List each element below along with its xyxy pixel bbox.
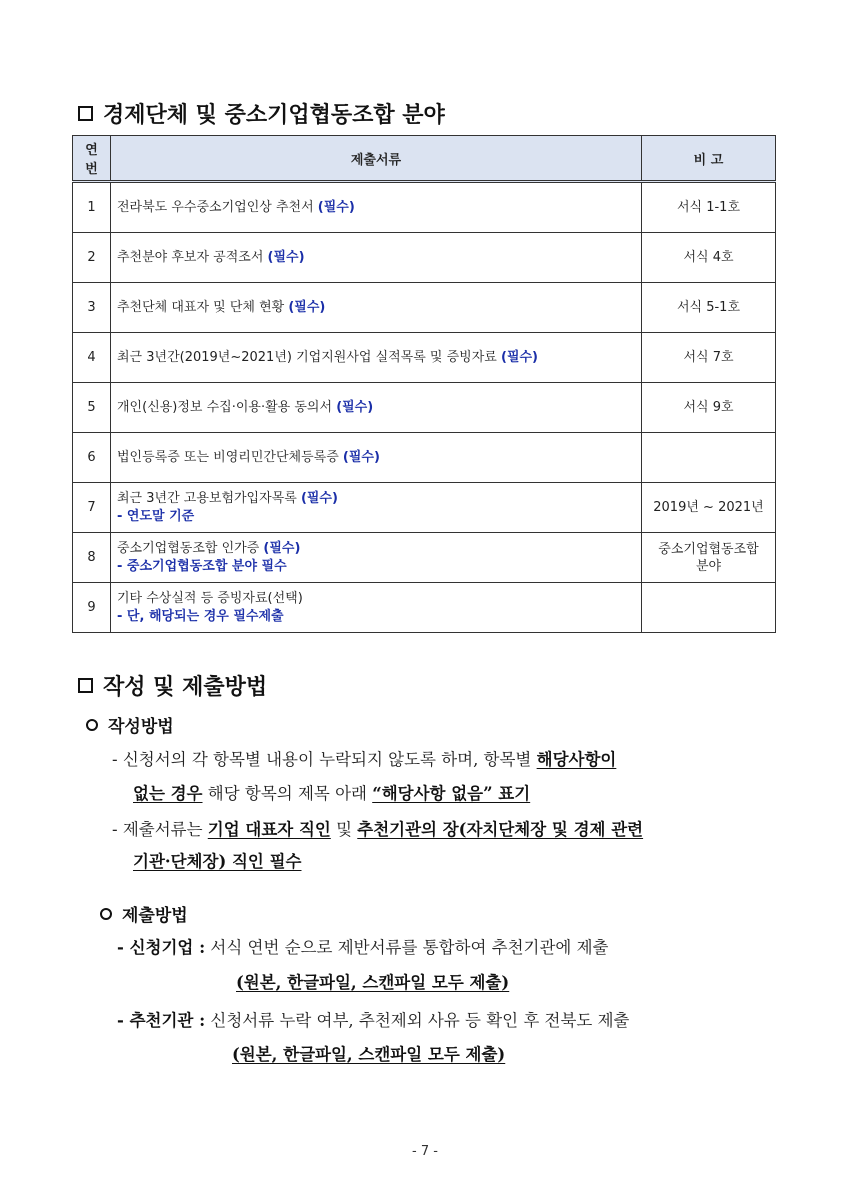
document-cell xyxy=(111,233,642,283)
table-row xyxy=(73,533,776,583)
required-badge: (필수) xyxy=(288,299,326,315)
document-text: 법인등록증 또는 비영리민간단체등록증 xyxy=(117,449,343,465)
document-cell xyxy=(111,182,642,233)
submission-method-label: 제출방법 xyxy=(122,906,188,926)
table-row xyxy=(73,483,776,533)
submission-item-2-note xyxy=(232,1038,505,1072)
note-cell xyxy=(642,583,776,633)
document-name xyxy=(117,249,635,267)
document-name xyxy=(117,590,635,608)
checkbox-square-icon xyxy=(78,106,93,121)
text: 서식 연번 순으로 제반서류를 통합하여 추천기관에 제출 xyxy=(205,938,609,957)
document-name xyxy=(117,399,635,417)
document-text: 전라북도 우수중소기업인상 추천서 xyxy=(117,199,318,215)
required-badge: (필수) xyxy=(267,249,305,265)
row-number: 9 xyxy=(73,583,111,633)
document-text: 개인(신용)정보 수집·이용·활용 동의서 xyxy=(117,399,337,415)
document-text: 중소기업협동조합 인가증 xyxy=(117,540,264,556)
item-label: - 추천기관 : xyxy=(117,1011,206,1030)
row-number: 1 xyxy=(73,182,111,233)
item-label: - 신청기업 : xyxy=(117,938,206,957)
page-number: - 7 - xyxy=(412,1144,438,1159)
document-name xyxy=(117,349,635,367)
document-cell xyxy=(111,483,642,533)
documents-table xyxy=(72,135,776,633)
submission-item-2 xyxy=(117,1004,629,1038)
document-cell xyxy=(111,533,642,583)
writing-method-heading xyxy=(86,712,174,737)
table-header-row xyxy=(73,136,776,182)
document-cell xyxy=(111,583,642,633)
note-cell xyxy=(642,433,776,483)
header-note: 비 고 xyxy=(642,136,776,182)
document-subnote: - 연도말 기준 xyxy=(117,508,195,524)
text: 해당 항목의 제목 아래 xyxy=(202,784,373,803)
table-row xyxy=(73,383,776,433)
submission-item-1-note xyxy=(236,966,509,1000)
emphasis-text: 기관·단체장) 직인 필수 xyxy=(133,852,302,871)
note-cell: 2019년 ~ 2021년 xyxy=(642,483,776,533)
emphasis-text: 기업 대표자 직인 xyxy=(207,820,331,839)
document-text: 최근 3년간(2019년~2021년) 기업지원사업 실적목록 및 증빙자료 xyxy=(117,349,501,365)
row-number: 6 xyxy=(73,433,111,483)
circle-bullet-icon xyxy=(86,719,98,731)
submission-method-heading xyxy=(100,901,188,926)
text: 신청서류 누락 여부, 추천제외 사유 등 확인 후 전북도 제출 xyxy=(205,1011,630,1030)
section-title-text: 경제단체 및 중소기업협동조합 분야 xyxy=(103,103,445,128)
note-cell: 서식 5-1호 xyxy=(642,283,776,333)
row-number: 4 xyxy=(73,333,111,383)
text: - 제출서류는 xyxy=(112,820,208,839)
writing-line-3 xyxy=(112,813,643,847)
row-number: 7 xyxy=(73,483,111,533)
writing-line-4 xyxy=(133,845,302,879)
document-text: 최근 3년간 고용보험가입자목록 xyxy=(117,490,301,506)
table-row xyxy=(73,583,776,633)
table-row xyxy=(73,182,776,233)
note-cell: 서식 1-1호 xyxy=(642,182,776,233)
document-cell xyxy=(111,283,642,333)
document-name xyxy=(117,199,635,217)
document-subnote: - 중소기업협동조합 분야 필수 xyxy=(117,558,287,574)
writing-line-2 xyxy=(133,777,530,811)
text: - 신청서의 각 항목별 내용이 누락되지 않도록 하며, 항목별 xyxy=(112,750,537,769)
checkbox-square-icon xyxy=(78,678,93,693)
header-no: 연번 xyxy=(73,136,111,182)
row-number: 5 xyxy=(73,383,111,433)
row-number: 3 xyxy=(73,283,111,333)
required-badge: (필수) xyxy=(336,399,374,415)
document-text: 추천분야 후보자 공적조서 xyxy=(117,249,268,265)
emphasis-text: 없는 경우 xyxy=(133,784,203,803)
table-row xyxy=(73,333,776,383)
text: 및 xyxy=(330,820,358,839)
section-title-text: 작성 및 제출방법 xyxy=(103,675,268,700)
emphasis-text: 추천기관의 장(자치단체장 및 경제 관련 xyxy=(357,820,644,839)
emphasis-text: (원본, 한글파일, 스캔파일 모두 제출) xyxy=(236,973,510,992)
header-documents: 제출서류 xyxy=(111,136,642,182)
section-title-1 xyxy=(78,98,445,129)
required-badge: (필수) xyxy=(317,199,355,215)
row-number: 8 xyxy=(73,533,111,583)
emphasis-text: “해당사항 없음” 표기 xyxy=(372,784,531,803)
writing-line-1 xyxy=(112,743,616,777)
document-name xyxy=(117,540,635,558)
table-row xyxy=(73,233,776,283)
note-cell: 중소기업협동조합 분야 xyxy=(642,533,776,583)
section-title-2 xyxy=(78,670,267,701)
emphasis-text: (원본, 한글파일, 스캔파일 모두 제출) xyxy=(232,1045,506,1064)
note-cell: 서식 4호 xyxy=(642,233,776,283)
document-cell xyxy=(111,333,642,383)
document-name xyxy=(117,449,635,467)
writing-method-label: 작성방법 xyxy=(108,717,174,737)
table-row xyxy=(73,283,776,333)
document-subnote: - 단, 해당되는 경우 필수제출 xyxy=(117,608,284,624)
document-name xyxy=(117,490,635,508)
document-text: 기타 수상실적 등 증빙자료(선택) xyxy=(117,590,303,606)
note-cell: 서식 7호 xyxy=(642,333,776,383)
document-name xyxy=(117,299,635,317)
document-text: 추천단체 대표자 및 단체 현황 xyxy=(117,299,289,315)
document-cell xyxy=(111,433,642,483)
submission-item-1 xyxy=(117,931,609,965)
required-badge: (필수) xyxy=(263,540,301,556)
circle-bullet-icon xyxy=(100,908,112,920)
note-cell: 서식 9호 xyxy=(642,383,776,433)
required-badge: (필수) xyxy=(342,449,380,465)
emphasis-text: 해당사항이 xyxy=(536,750,617,769)
document-cell xyxy=(111,383,642,433)
required-badge: (필수) xyxy=(501,349,538,365)
table-row xyxy=(73,433,776,483)
required-badge: (필수) xyxy=(300,490,338,506)
row-number: 2 xyxy=(73,233,111,283)
